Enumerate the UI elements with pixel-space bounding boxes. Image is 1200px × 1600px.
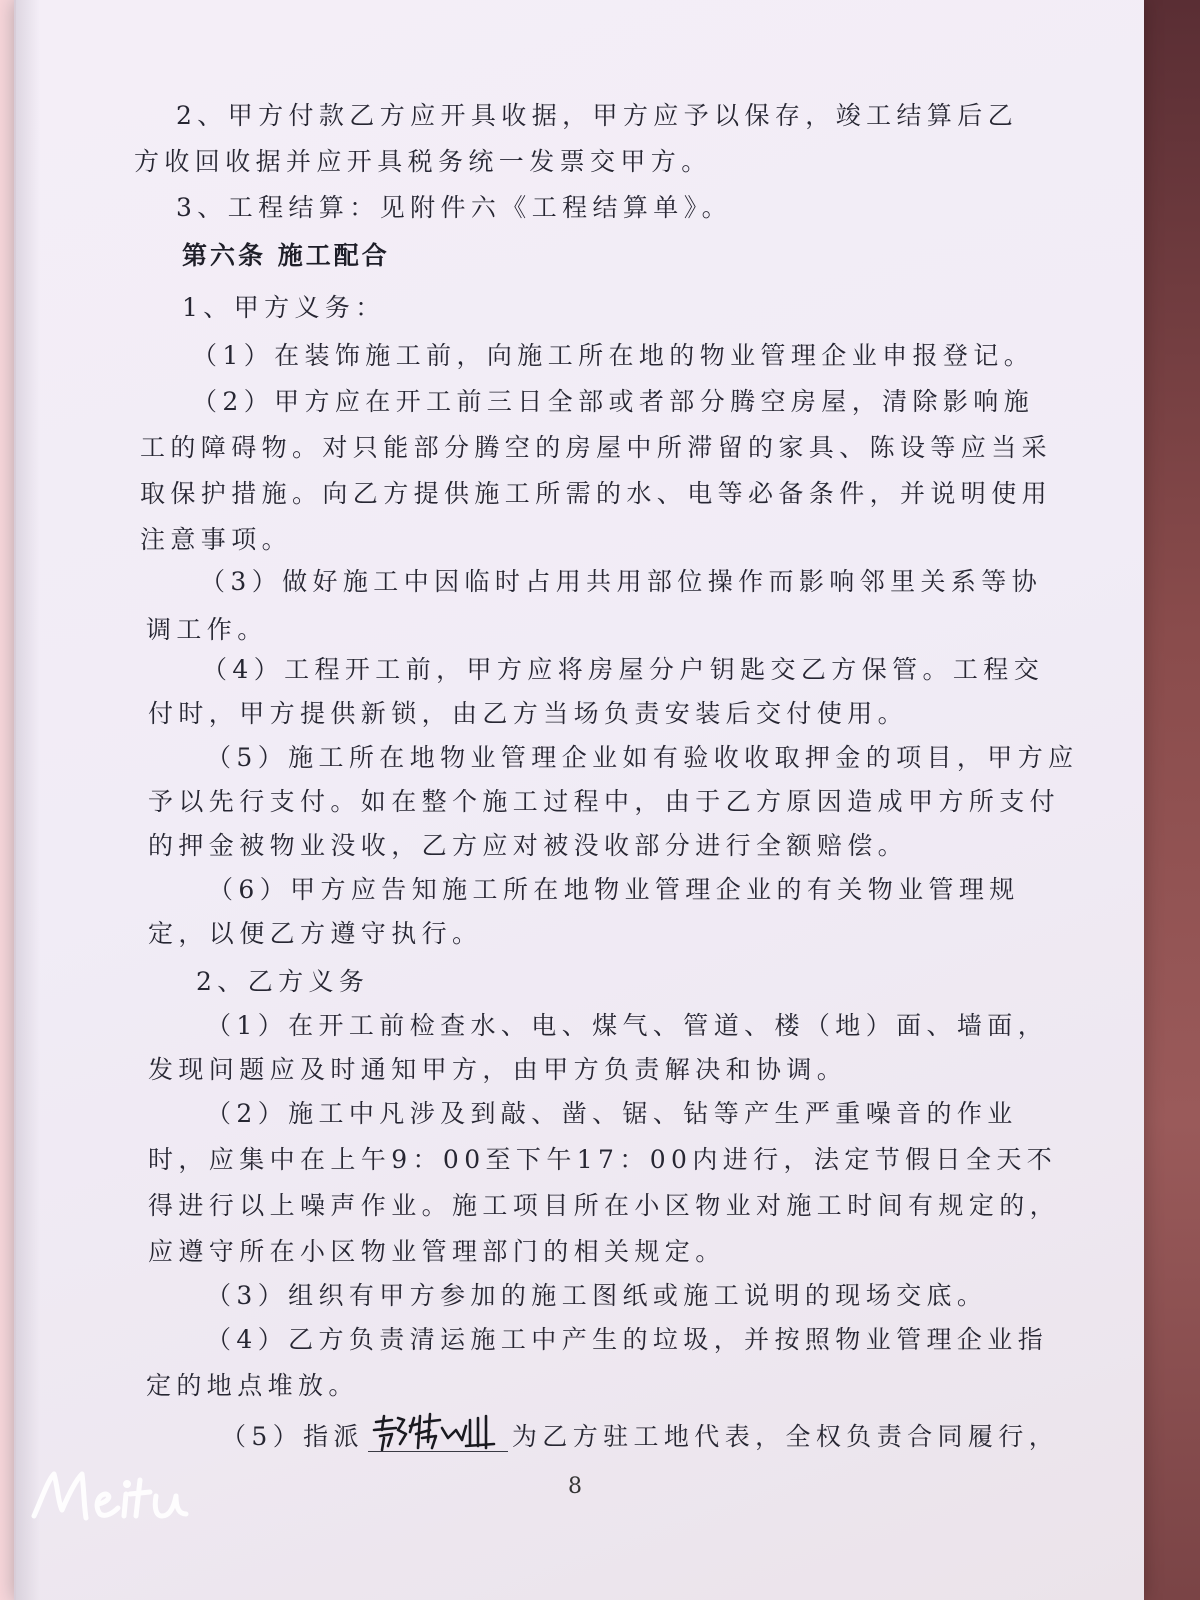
paragraph-line: （4）工程开工前，甲方应将房屋分户钥匙交乙方保管。工程交 <box>202 655 1045 684</box>
paragraph-line: 3、工程结算：见附件六《工程结算单》。 <box>176 193 733 222</box>
paragraph-line: （5）施工所在地物业管理企业如有验收收取押金的项目，甲方应 <box>206 743 1079 772</box>
paragraph-line: 予以先行支付。如在整个施工过程中，由于乙方原因造成甲方所支付 <box>148 787 1061 816</box>
signature-blank <box>368 1416 508 1458</box>
delegate-prefix: （5）指派 <box>221 1422 364 1451</box>
subsection-heading: 2、乙方义务 <box>196 967 370 996</box>
paragraph-line: 应遵守所在小区物业管理部门的相关规定。 <box>148 1237 726 1266</box>
paragraph-line: 的押金被物业没收，乙方应对被没收部分进行全额赔偿。 <box>148 831 909 860</box>
paragraph-line: 工的障碍物。对只能部分腾空的房屋中所滞留的家具、陈设等应当采 <box>140 433 1053 462</box>
paragraph-line: （1）在装饰施工前，向施工所在地的物业管理企业申报登记。 <box>192 341 1035 370</box>
page-number: 8 <box>568 1474 582 1499</box>
paragraph-line: 付时，甲方提供新锁，由乙方当场负责安装后交付使用。 <box>148 699 909 728</box>
paragraph-line: （6）甲方应告知施工所在地物业管理企业的有关物业管理规 <box>208 875 1020 904</box>
paragraph-line: 2、甲方付款乙方应开具收据，甲方应予以保存，竣工结算后乙 <box>176 101 1019 130</box>
subsection-heading: 1、甲方义务： <box>182 293 386 322</box>
paragraph-line: 方收回收据并应开具税务统一发票交甲方。 <box>134 147 712 176</box>
signature-underline <box>368 1451 508 1452</box>
document-page <box>14 0 1144 1600</box>
paragraph-line: 取保护措施。向乙方提供施工所需的水、电等必备条件，并说明使用 <box>140 479 1053 508</box>
paragraph-line: 定，以便乙方遵守执行。 <box>148 919 483 948</box>
paragraph-line: 时，应集中在上午9：00至下午17：00内进行，法定节假日全天不 <box>148 1145 1058 1174</box>
section-heading: 第六条 施工配合 <box>182 241 390 270</box>
paragraph-line: （4）乙方负责清运施工中产生的垃圾，并按照物业管理企业指 <box>206 1325 1049 1354</box>
paragraph-line: 定的地点堆放。 <box>146 1371 359 1400</box>
paragraph-line: 得进行以上噪声作业。施工项目所在小区物业对施工时间有规定的， <box>148 1191 1061 1220</box>
paragraph-line: 调工作。 <box>146 615 268 644</box>
document-text <box>16 0 1144 1600</box>
delegate-clause <box>221 1416 1059 1458</box>
paragraph-line: （1）在开工前检查水、电、煤气、管道、楼（地）面、墙面， <box>206 1011 1049 1040</box>
paragraph-line: （3）做好施工中因临时占用共用部位操作而影响邻里关系等协 <box>200 567 1043 596</box>
paragraph-line: （2）施工中凡涉及到敲、凿、锯、钻等产生严重噪音的作业 <box>206 1099 1018 1128</box>
paragraph-line: 注意事项。 <box>140 525 293 554</box>
meitu-watermark <box>28 1458 198 1538</box>
paragraph-line: （2）甲方应在开工前三日全部或者部分腾空房屋，清除影响施 <box>192 387 1035 416</box>
delegate-suffix: 为乙方驻工地代表，全权负责合同履行， <box>511 1422 1060 1451</box>
paragraph-line: （3）组织有甲方参加的施工图纸或施工说明的现场交底。 <box>206 1281 988 1310</box>
paragraph-line: 发现问题应及时通知甲方，由甲方负责解决和协调。 <box>148 1055 848 1084</box>
